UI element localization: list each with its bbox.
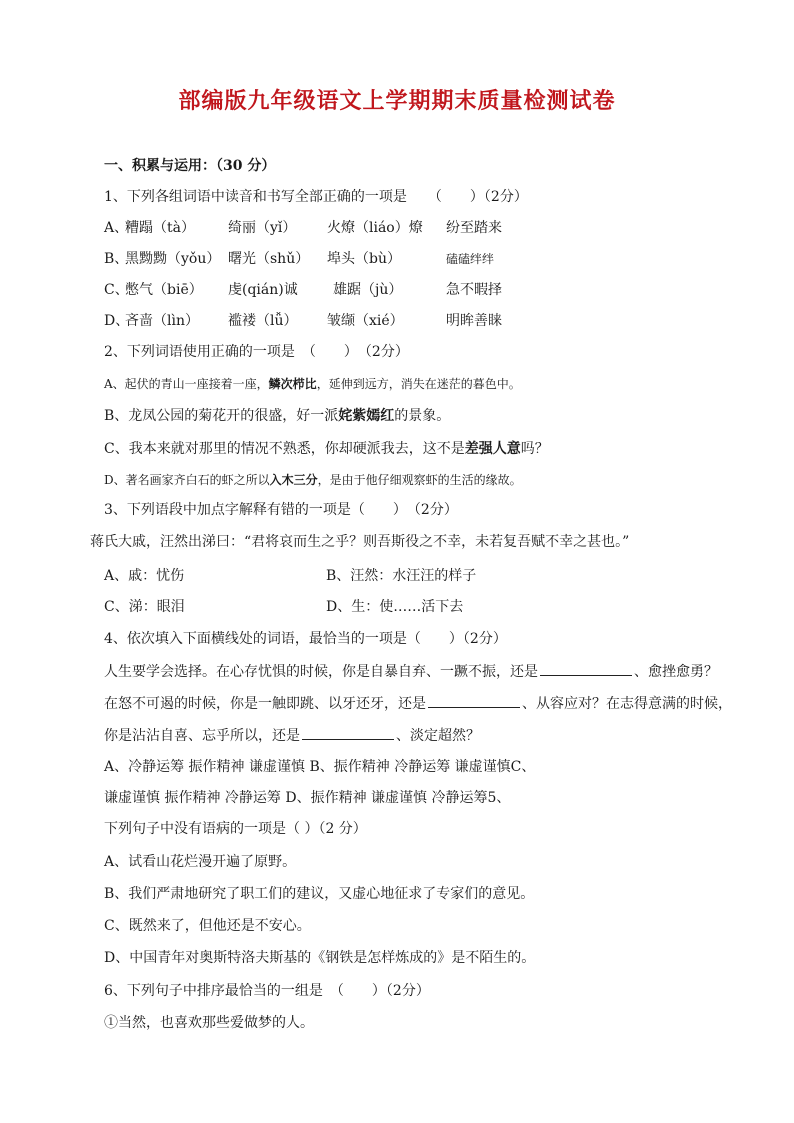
option-word: 明眸善睐 (446, 313, 502, 329)
highlighted-idiom: 姹紫嫣红 (338, 408, 395, 424)
question-1-stem: 1、下列各组词语中读音和书写全部正确的一项是 （ ）（2分） (104, 189, 528, 205)
option-word: 褴褛（lǚ） (228, 313, 298, 329)
option-c: C、涕：眼泪 (104, 599, 185, 615)
option-word: 吝啬（lìn） (125, 313, 199, 329)
option-letter: C、 (104, 282, 129, 298)
option-text: B、龙凤公园的菊花开的很盛，好一派 (104, 408, 339, 424)
option-word: 虔(qián)诚 (228, 282, 298, 298)
highlighted-idiom: 差强人意 (464, 441, 521, 457)
fill-blank (540, 661, 632, 676)
question-4-stem: 4、依次填入下面横线处的词语，最恰当的一项是（ ）（2分） (104, 631, 507, 647)
highlighted-idiom: 鳞次栉比 (268, 377, 317, 391)
option-word: 纷至踏来 (446, 220, 502, 236)
option-b: B、我们严肃地研究了职工们的建议，又虚心地征求了专家们的意见。 (104, 886, 535, 902)
option-text: 吗？ (520, 441, 549, 457)
paragraph-text: 、淡定超然？ (396, 728, 480, 744)
option-a (104, 374, 521, 394)
highlighted-idiom: 入木三分 (269, 473, 318, 487)
option-text: C、我本来就对那里的情况不熟悉，你却硬派我去，这不是 (104, 441, 465, 457)
fill-blank (302, 725, 394, 740)
option-d: D、中国青年对奥斯特洛夫斯基的《钢铁是怎样炼成的》是不陌生的。 (104, 950, 536, 966)
section-heading: 一、积累与运用：（30 分） (104, 158, 276, 174)
option-word: 皱缬（xié） (327, 313, 404, 329)
paragraph-text: 人生要学会选择。在心存忧惧的时候，你是自暴自弃、一蹶不振，还是 (104, 664, 538, 680)
option-letter: B、 (104, 251, 129, 267)
option-word: 黑黝黝（yǒu） (125, 251, 221, 267)
option-word: 埠头（bù） (327, 251, 401, 267)
option-text: 的景象。 (394, 408, 451, 424)
fill-blank (428, 693, 520, 708)
option-word: 急不暇择 (446, 282, 502, 298)
paragraph-text: 、愈挫愈勇？ (634, 664, 718, 680)
option-word: 火燎（liáo）燎 (327, 220, 423, 236)
option-word: 绮丽（yǐ） (228, 220, 297, 236)
option-d: D、生：使……活下去 (326, 599, 464, 615)
paragraph-text: 、从容应对？在志得意满的时候， (522, 696, 732, 712)
question-4-options: 谦虚谨慎 振作精神 冷静运筹 D、振作精神 谦虚谨慎 冷静运筹5、 (104, 790, 511, 806)
question-3-passage: 蒋氏大戚，汪然出涕曰：“君将哀而生之乎？则吾斯役之不幸，未若复吾赋不幸之甚也。” (90, 534, 630, 550)
option-text: A、起伏的青山一座接着一座， (104, 377, 269, 391)
question-4-paragraph-line (104, 693, 732, 714)
option-b (104, 406, 450, 426)
option-word: 糟蹋（tà） (125, 220, 195, 236)
option-letter: D、 (104, 313, 130, 329)
question-2-stem: 2、下列词语使用正确的一项是 （ ） （2分） (104, 344, 409, 360)
page-title: 部编版九年级语文上学期期末质量检测试卷 (178, 89, 616, 114)
option-a: A、试看山花烂漫开遍了原野。 (104, 854, 297, 870)
paragraph-text: 在怒不可遏的时候，你是一触即跳、以牙还牙，还是 (104, 696, 426, 712)
question-4-options: A、冷静运筹 振作精神 谦虚谨慎 B、振作精神 冷静运筹 谦虚谨慎C、 (104, 759, 536, 775)
paragraph-text: 你是沾沾自喜、忘乎所以，还是 (104, 728, 300, 744)
option-letter: A、 (104, 220, 129, 236)
question-3-stem: 3、下列语段中加点字解释有错的一项是（ ） （2分） (104, 502, 458, 518)
option-b: B、汪然：水汪汪的样子 (326, 568, 477, 584)
option-c (104, 439, 549, 459)
sentence-1: ①当然，也喜欢那些爱做梦的人。 (104, 1015, 314, 1031)
option-word: 曙光（shǔ） (228, 251, 310, 267)
option-c: C、既然来了，但他还是不安心。 (104, 918, 311, 934)
question-4-paragraph-line (104, 661, 718, 682)
option-a: A、戚：忧伤 (104, 568, 185, 584)
option-word: 雄踞（jù） (333, 282, 403, 298)
question-4-paragraph-line (104, 725, 480, 746)
option-text: D、著名画家齐白石的虾之所以 (104, 473, 270, 487)
option-text: ，是由于他仔细观察虾的生活的缘故。 (317, 473, 522, 487)
option-text: ，延伸到远方，消失在迷茫的暮色中。 (316, 377, 521, 391)
question-5-stem: 下列句子中没有语病的一项是（ ）（2 分） (104, 821, 367, 837)
question-6-stem: 6、下列句子中排序最恰当的一组是 （ ）（2分） (104, 983, 430, 999)
option-word: 憋气（biē） (125, 282, 203, 298)
option-word: 磕磕绊绊 (446, 252, 495, 266)
option-d (104, 470, 522, 490)
